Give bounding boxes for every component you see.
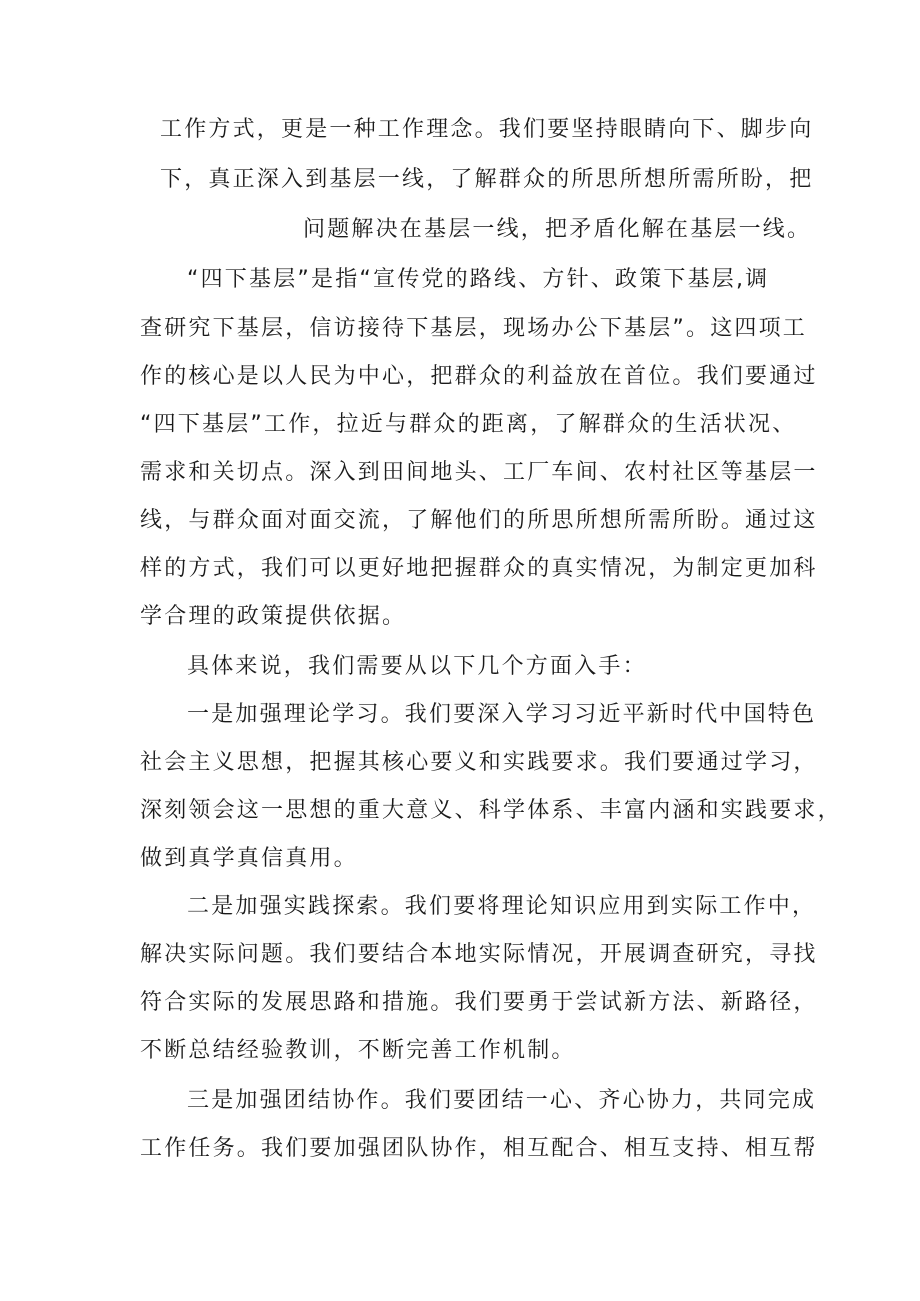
text-line: 查研究下基层，信访接待下基层，现场办公下基层”。这四项工 [140,316,807,341]
text-line: 一是加强理论学习。我们要深入学习习近平新时代中国特色 [187,702,817,727]
text-line: 二是加强实践探索。我们要将理论知识应用到实际工作中， [187,894,817,919]
text-line: 工作任务。我们要加强团队协作，相互配合、相互支持、相互帮 [140,1136,818,1161]
text-line: 具体来说，我们需要从以下几个方面入手： [187,654,647,679]
text-line: 解决实际问题。我们要结合本地实际情况，开展调查研究，寻找 [140,942,818,967]
text-line: 不断总结经验教训，不断完善工作机制。 [140,1038,576,1063]
text-line: “四下基层”工作，拉近与群众的距离，了解群众的生活状况、 [140,412,797,437]
text-line: 工作方式，更是一种工作理念。我们要坚持眼睛向下、脚步向 [160,117,814,142]
text-line: 学合理的政策提供依据。 [140,604,407,629]
text-line: 三是加强团结协作。我们要团结一心、齐心协力，共同完成 [187,1088,817,1113]
text-line: 线，与群众面对面交流，了解他们的所思所想所需所盼。通过这 [140,508,818,533]
text-line: 作的核心是以人民为中心，把群众的利益放在首位。我们要通过 [140,364,818,389]
text-line: 社会主义思想，把握其核心要义和实践要求。我们要通过学习， [140,750,818,775]
text-line: 做到真学真信真用。 [140,846,358,871]
text-line: 样的方式，我们可以更好地把握群众的真实情况，为制定更加科 [140,556,818,581]
text-line: 符合实际的发展思路和措施。我们要勇于尝试新方法、新路径， [140,990,818,1015]
text-line: 下，真正深入到基层一线，了解群众的所思所想所需所盼，把 [160,167,814,192]
text-line: 深刻领会这一思想的重大意义、科学体系、丰富内涵和实践要求， [140,798,842,823]
text-line: 需求和关切点。深入到田间地头、工厂车间、农村社区等基层一 [140,460,818,485]
text-line: “四下基层”是指“宣传党的路线、方针、政策下基层,调 [187,267,770,292]
text-line: 问题解决在基层一线，把矛盾化解在基层一线。 [303,217,812,242]
